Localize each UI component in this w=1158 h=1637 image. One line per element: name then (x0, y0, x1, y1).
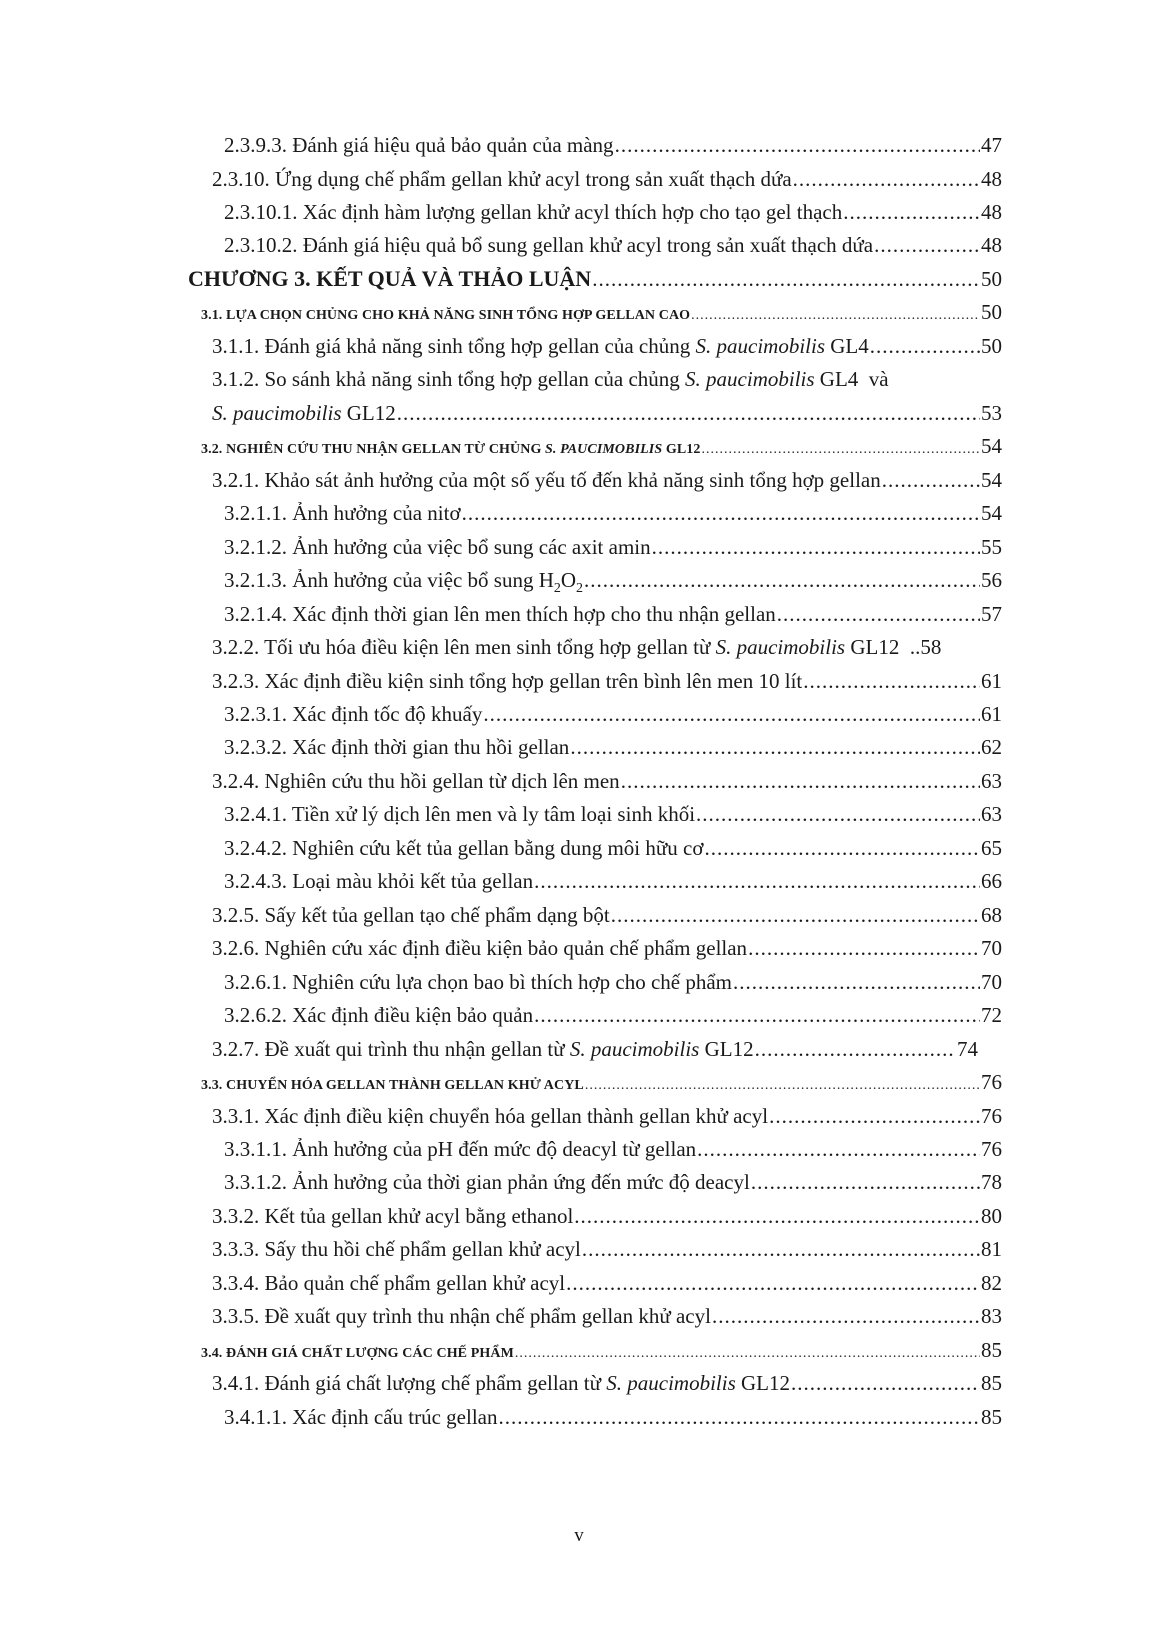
toc-entry[interactable]: 3.1.1. Đánh giá khả năng sinh tổng hợp gellan của chủng S. paucimobilis GL4 ..... 50 (212, 331, 1002, 361)
toc-entry[interactable]: 3.2.6. Nghiên cứu xác định điều kiện bảo quản chế phẩm gellan ..... 70 (212, 933, 1002, 963)
toc-entry[interactable]: 3.2.6.1. Nghiên cứu lựa chọn bao bì thích hợp cho chế phẩm ..... 70 (224, 967, 1002, 997)
toc-entry[interactable]: 3.3.2. Kết tủa gellan khử acyl bằng ethanol ..... 80 (212, 1201, 1002, 1231)
toc-entry[interactable]: 3.2.1.3. Ảnh hưởng của việc bổ sung $H_2O_2$ ..... 56 (224, 565, 1002, 595)
toc-entry[interactable]: 3.2.3.2. Xác định thời gian thu hồi gellan ..... 62 (224, 732, 1002, 762)
toc-entry[interactable]: 3.3.3. Sấy thu hồi chế phẩm gellan khử acyl ..... 81 (212, 1234, 1002, 1264)
toc-section-entry[interactable]: 3.1. LỰA CHỌN CHỦNG CHO KHẢ NĂNG SINH TỔNG HỢP GELLAN CAO ..... 50 (201, 297, 1002, 327)
toc-entry[interactable]: 3.2.6.2. Xác định điều kiện bảo quản ..... 72 (224, 1000, 1002, 1030)
toc-entry[interactable]: 3.2.4. Nghiên cứu thu hồi gellan từ dịch lên men ..... 63 (212, 766, 1002, 796)
toc-entry[interactable]: 3.2.3.1. Xác định tốc độ khuấy ..... 61 (224, 699, 1002, 729)
toc-entry[interactable]: 3.2.4.3. Loại màu khỏi kết tủa gellan ..... 66 (224, 866, 1002, 896)
toc-entry[interactable]: 3.3.5. Đề xuất quy trình thu nhận chế phẩm gellan khử acyl ..... 83 (212, 1301, 1002, 1331)
toc-entry[interactable]: 2.3.10. Ứng dụng chế phẩm gellan khử acyl trong sản xuất thạch dứa ..... 48 (212, 164, 1002, 194)
toc-entry[interactable]: 2.3.9.3. Đánh giá hiệu quả bảo quản của màng ..... 47 (224, 130, 1002, 160)
toc-entry[interactable]: 3.4.1.1. Xác định cấu trúc gellan ..... 85 (224, 1402, 1002, 1432)
toc-entry[interactable]: 3.3.1. Xác định điều kiện chuyển hóa gellan thành gellan khử acyl ..... 76 (212, 1101, 1002, 1131)
toc-section-entry[interactable]: 3.4. ĐÁNH GIÁ CHẤT LƯỢNG CÁC CHẾ PHẨM ..... 85 (201, 1335, 1002, 1365)
toc-entry[interactable]: 3.3.4. Bảo quản chế phẩm gellan khử acyl ..... 82 (212, 1268, 1002, 1298)
toc-entry[interactable]: 3.2.1.4. Xác định thời gian lên men thích hợp cho thu nhận gellan ..... 57 (224, 599, 1002, 629)
toc-section-entry[interactable]: 3.2. NGHIÊN CỨU THU NHẬN GELLAN TỪ CHỦNG S. PAUCIMOBILIS GL12 ..... 54 (201, 431, 1002, 461)
toc-entry[interactable]: 3.3.1.2. Ảnh hưởng của thời gian phản ứng đến mức độ deacyl ..... 78 (224, 1167, 1002, 1197)
toc-chapter-entry[interactable]: CHƯƠNG 3. KẾT QUẢ VÀ THẢO LUẬN ..... 50 (188, 264, 1002, 294)
toc-section-entry[interactable]: 3.3. CHUYỂN HÓA GELLAN THÀNH GELLAN KHỬ ACYL ..... 76 (201, 1067, 1002, 1097)
toc-entry[interactable]: 3.2.1.1. Ảnh hưởng của nitơ ..... 54 (224, 498, 1002, 528)
toc-entry[interactable]: 3.4.1. Đánh giá chất lượng chế phẩm gellan từ S. paucimobilis GL12 ..... 85 (212, 1368, 1002, 1398)
toc-entry[interactable]: 3.2.4.2. Nghiên cứu kết tủa gellan bằng dung môi hữu cơ ..... 65 (224, 833, 1002, 863)
toc-entry[interactable]: 3.2.2. Tối ưu hóa điều kiện lên men sinh tổng hợp gellan từ S. paucimobilis GL12 ..58 (212, 635, 942, 659)
toc-entry-line2[interactable]: S. paucimobilis GL12 ..... 53 (212, 398, 1002, 428)
toc-entry-line1[interactable]: 3.1.2. So sánh khả năng sinh tổng hợp gellan của chủng S. paucimobilis GL4 và (212, 367, 889, 391)
toc-entry[interactable]: 2.3.10.1. Xác định hàm lượng gellan khử acyl thích hợp cho tạo gel thạch ..... 48 (224, 197, 1002, 227)
toc-entry[interactable]: 3.2.4.1. Tiền xử lý dịch lên men và ly tâm loại sinh khối ..... 63 (224, 799, 1002, 829)
toc-entry[interactable]: 2.3.10.2. Đánh giá hiệu quả bổ sung gellan khử acyl trong sản xuất thạch dứa ..... 48 (224, 230, 1002, 260)
toc-entry[interactable]: 3.2.5. Sấy kết tủa gellan tạo chế phẩm dạng bột ..... 68 (212, 900, 1002, 930)
toc-entry[interactable]: 3.2.1. Khảo sát ảnh hưởng của một số yếu tố đến khả năng sinh tổng hợp gellan ..... 54 (212, 465, 1002, 495)
toc-entry[interactable]: 3.3.1.1. Ảnh hưởng của pH đến mức độ deacyl từ gellan ..... 76 (224, 1134, 1002, 1164)
toc-entry[interactable]: 3.2.1.2. Ảnh hưởng của việc bổ sung các axit amin ..... 55 (224, 532, 1002, 562)
toc-entry[interactable]: 3.2.3. Xác định điều kiện sinh tổng hợp gellan trên bình lên men 10 lít ..... 61 (212, 666, 1002, 696)
toc-entry[interactable]: 3.2.7. Đề xuất qui trình thu nhận gellan từ S. paucimobilis GL12 ..... 74 (212, 1034, 978, 1064)
page-number: v (574, 1525, 584, 1546)
